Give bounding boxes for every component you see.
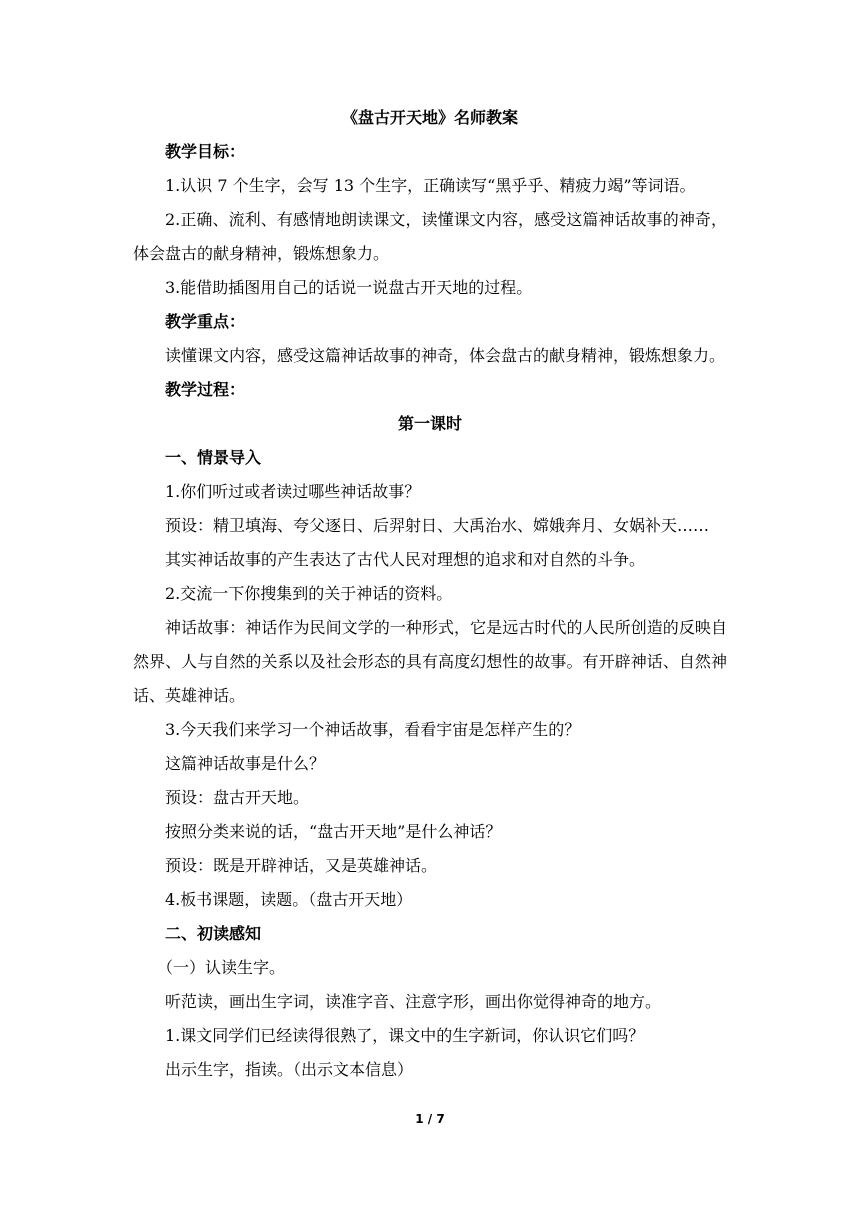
section-2-instruction: 听范读，画出生字词，读准字音、注意字形，画出你觉得神奇的地方。 <box>165 992 662 1011</box>
section-1-preset-1: 预设：精卫填海、夸父逐日、后羿射日、大禹治水、嫦娥奔月、女娲补天…… <box>165 516 710 535</box>
lesson-title: 第一课时 <box>397 414 462 433</box>
section-1-question-4: 4.板书课题，读题。（盘古开天地） <box>165 890 413 909</box>
objectives-heading: 教学目标： <box>165 142 246 161</box>
section-2-question-1: 1.课文同学们已经读得很熟了，课文中的生字新词，你认识它们吗？ <box>165 1026 645 1045</box>
key-points-text: 读懂课文内容，感受这篇神话故事的神奇，体会盘古的献身精神，锻炼想象力。 <box>165 346 726 365</box>
section-1-note: 其实神话故事的产生表达了古代人民对理想的追求和对自然的斗争。 <box>165 550 646 569</box>
page-number: 1 / 7 <box>415 1112 445 1126</box>
section-2-question-1b: 出示生字，指读。（出示文本信息） <box>165 1060 414 1079</box>
section-1-preset-3: 预设：既是开辟神话，又是英雄神话。 <box>165 856 438 875</box>
process-heading: 教学过程： <box>165 380 246 399</box>
objective-1: 1.认识 7 个生字，会写 13 个生字，正确读写“黑乎乎、精疲力竭”等词语。 <box>165 176 696 195</box>
section-1-preset-2: 预设：盘古开天地。 <box>165 788 310 807</box>
section-2-subheading-1: （一）认读生字。 <box>157 958 286 977</box>
section-1-question-3b: 这篇神话故事是什么？ <box>165 754 326 773</box>
objective-2: 2.正确、流利、有感情地朗读课文，读懂课文内容，感受这篇神话故事的神奇，体会盘古的献身精神，锻炼想象力。 <box>133 210 727 263</box>
document-title: 《盘古开天地》名师教案 <box>341 108 518 127</box>
section-1-question-3c: 按照分类来说的话，“盘古开天地”是什么神话？ <box>165 822 502 841</box>
section-2-heading: 二、初读感知 <box>165 924 262 943</box>
section-1-question-1: 1.你们听过或者读过哪些神话故事？ <box>165 482 421 501</box>
document-body <box>133 101 727 1087</box>
key-points-heading: 教学重点： <box>165 312 246 331</box>
section-1-question-3: 3.今天我们来学习一个神话故事，看看宇宙是怎样产生的？ <box>165 720 581 739</box>
section-1-question-2: 2.交流一下你搜集到的关于神话的资料。 <box>165 584 453 603</box>
section-1-myth-definition: 神话故事：神话作为民间文学的一种形式，它是远古时代的人民所创造的反映自然界、人与自然的关系以及社会形态的具有高度幻想性的故事。有开辟神话、自然神话、英雄神话。 <box>133 618 727 705</box>
objective-3: 3.能借助插图用自己的话说一说盘古开天地的过程。 <box>165 278 533 297</box>
section-1-heading: 一、情景导入 <box>165 448 262 467</box>
